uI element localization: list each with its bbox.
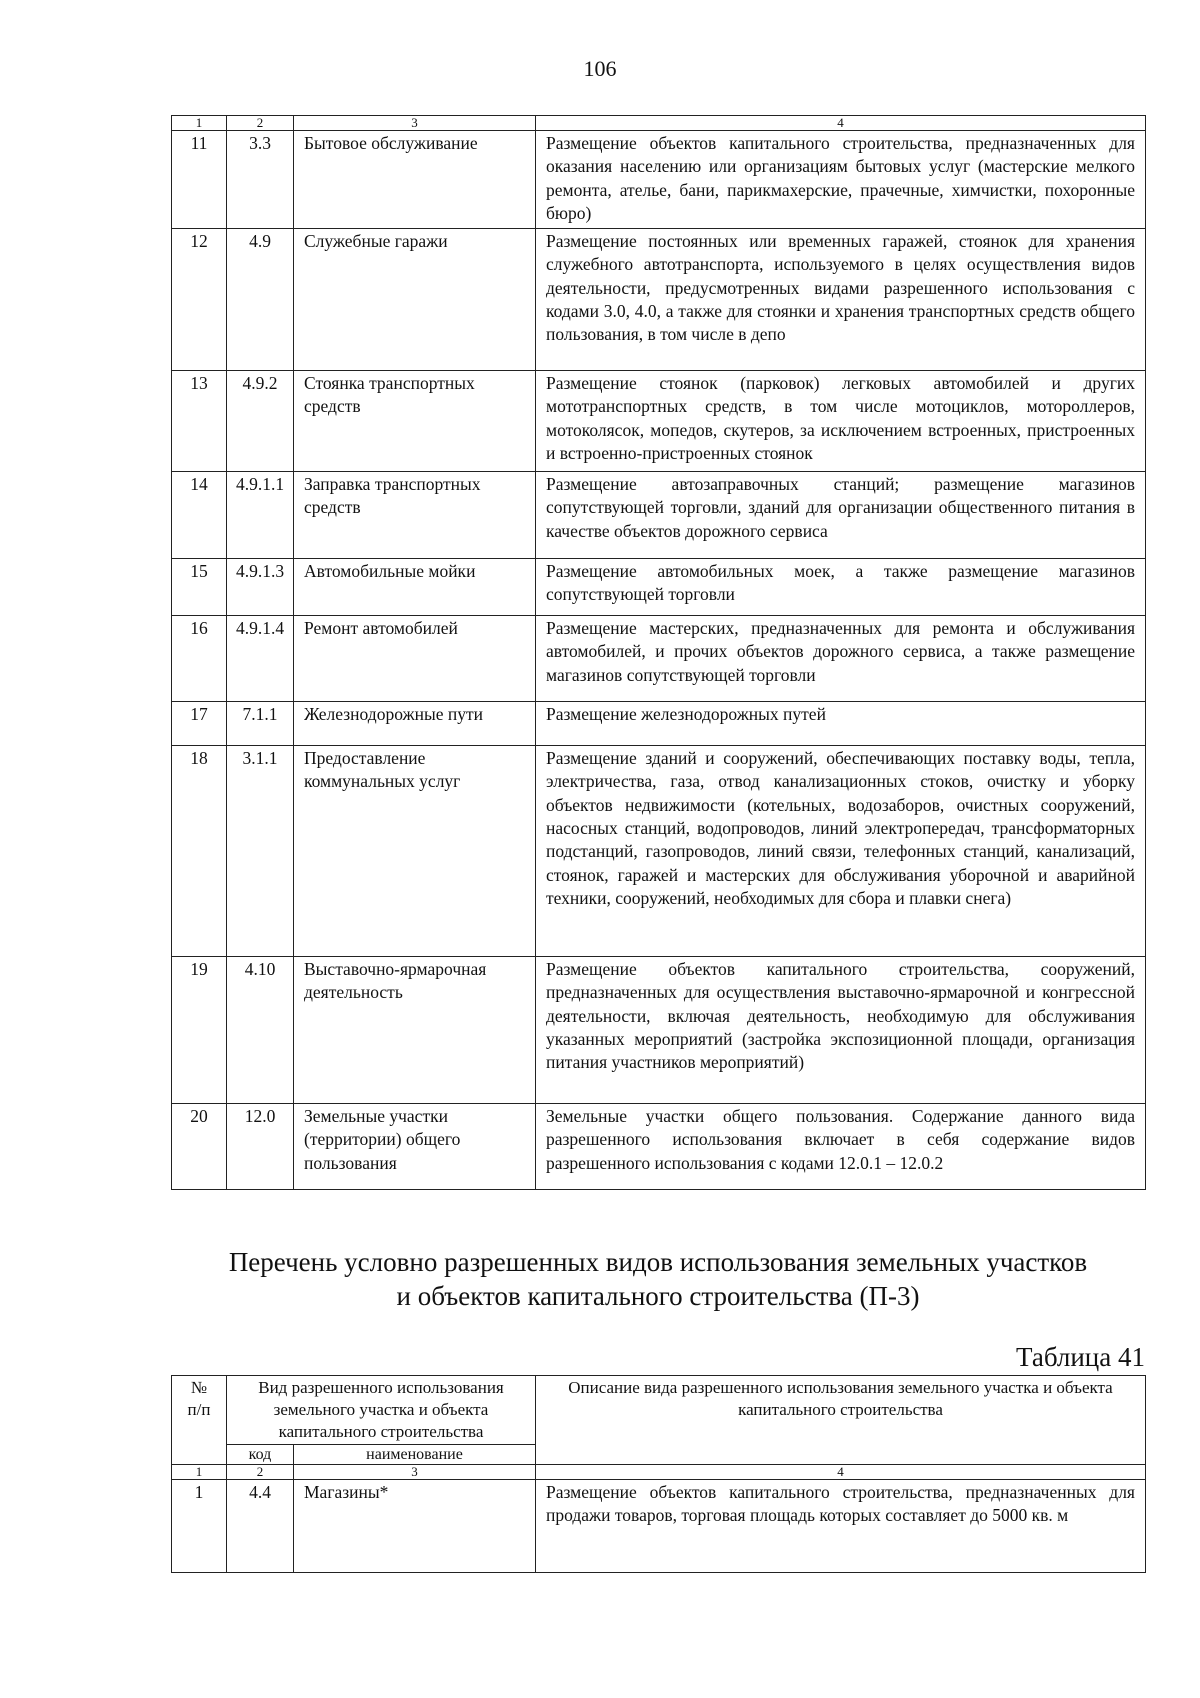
use-description: Размещение зданий и сооружений, обеспечивающих поставку воды, тепла, электричества, газа, отвод канализационных стоков, очистку и уборку объектов недвижимости (котельных, водозаборов, очистных сооружений, насосных станций, водопроводов, линий электропередач, трансформаторных подстанций, газопроводов, линий связи, телефонных станций, канализаций, стоянок, гаражей и мастерских для обслуживания уборочной и аварийной техники, сооружений, необходимых для сбора и плавки снега)	[536, 746, 1146, 957]
header-row	[172, 1376, 1146, 1445]
column-number: 2	[227, 116, 294, 131]
use-type-header: Вид разрешенного использования земельного участка и объекта капитального строительства	[227, 1376, 536, 1445]
number-header-line: п/п	[187, 1400, 211, 1419]
use-name: Заправка транспортных средств	[294, 472, 536, 559]
description-header: Описание вида разрешенного использования земельного участка и объекта капитального строительства	[536, 1376, 1146, 1465]
column-number-row	[172, 1465, 1146, 1480]
use-code: 4.9.1.4	[227, 616, 294, 702]
use-description: Размещение объектов капитального строительства, сооружений, предназначенных для осуществления выставочно-ярмарочной и конгрессной деятельности, включая деятельность, необходимую для обслуживания указанных мероприятий (застройка экспозиционной площади, организация питания участников мероприятий)	[536, 957, 1146, 1104]
table-label: Таблица 41	[1016, 1342, 1145, 1372]
row-number: 15	[172, 559, 227, 616]
use-name: Земельные участки (территории) общего пользования	[294, 1104, 536, 1190]
row-number: 20	[172, 1104, 227, 1190]
use-code: 3.1.1	[227, 746, 294, 957]
column-number: 4	[536, 116, 1146, 131]
use-description: Размещение мастерских, предназначенных для ремонта и обслуживания автомобилей, и прочих объектов дорожного сервиса, а также размещение магазинов сопутствующей торговли	[536, 616, 1146, 702]
use-name: Предоставление коммунальных услуг	[294, 746, 536, 957]
use-name: Железнодорожные пути	[294, 702, 536, 746]
use-description: Размещение объектов капитального строительства, предназначенных для продажи товаров, торговая площадь которых составляет до 5000 кв. м	[536, 1480, 1146, 1573]
use-code: 7.1.1	[227, 702, 294, 746]
column-number-row	[172, 116, 1146, 131]
table-row	[172, 472, 1146, 559]
use-name: Служебные гаражи	[294, 229, 536, 371]
page-number: 106	[583, 56, 617, 81]
use-description: Размещение автозаправочных станций; размещение магазинов сопутствующей торговли, зданий для организации общественного питания в качестве объектов дорожного сервиса	[536, 472, 1146, 559]
use-code: 4.9.2	[227, 371, 294, 472]
use-description: Размещение автомобильных моек, а также размещение магазинов сопутствующей торговли	[536, 559, 1146, 616]
table-row	[172, 616, 1146, 702]
use-name: Ремонт автомобилей	[294, 616, 536, 702]
use-description: Размещение объектов капитального строительства, предназначенных для оказания населению или организациям бытовых услуг (мастерские мелкого ремонта, ателье, бани, парикмахерские, прачечные, химчистки, похоронные бюро)	[536, 131, 1146, 229]
use-code: 12.0	[227, 1104, 294, 1190]
section-heading-line: и объектов капитального строительства (П-3)	[396, 1281, 920, 1311]
row-number: 17	[172, 702, 227, 746]
column-number: 3	[294, 116, 536, 131]
use-name: Магазины*	[294, 1480, 536, 1573]
use-code: 4.9.1.1	[227, 472, 294, 559]
column-number: 1	[172, 1465, 227, 1480]
row-number: 18	[172, 746, 227, 957]
table-row	[172, 957, 1146, 1104]
row-number: 12	[172, 229, 227, 371]
row-number: 14	[172, 472, 227, 559]
table-row	[172, 559, 1146, 616]
column-number: 2	[227, 1465, 294, 1480]
row-number: 13	[172, 371, 227, 472]
use-code: 4.9	[227, 229, 294, 371]
row-number: 19	[172, 957, 227, 1104]
number-header-line: №	[190, 1378, 208, 1397]
use-name: Бытовое обслуживание	[294, 131, 536, 229]
use-code: 4.9.1.3	[227, 559, 294, 616]
use-name: Автомобильные мойки	[294, 559, 536, 616]
permitted-uses-table-continued	[171, 115, 1146, 1190]
use-description: Размещение железнодорожных путей	[536, 702, 1146, 746]
column-number: 3	[294, 1465, 536, 1480]
table-row	[172, 702, 1146, 746]
use-code: 3.3	[227, 131, 294, 229]
table-row	[172, 371, 1146, 472]
conditional-uses-table	[171, 1375, 1146, 1573]
table-row	[172, 131, 1146, 229]
use-description: Размещение стоянок (парковок) легковых автомобилей и других мототранспортных средств, в том числе мотоциклов, мотороллеров, мотоколясок, мопедов, скутеров, за исключением встроенных, пристроенных и встроенно-пристроенных стоянок	[536, 371, 1146, 472]
row-number: 11	[172, 131, 227, 229]
use-description: Земельные участки общего пользования. Содержание данного вида разрешенного использования включает в себя содержание видов разрешенного использования с кодами 12.0.1 – 12.0.2	[536, 1104, 1146, 1190]
use-name: Стоянка транспортных средств	[294, 371, 536, 472]
column-number: 1	[172, 116, 227, 131]
name-header: наименование	[294, 1445, 536, 1465]
table-row	[172, 1480, 1146, 1573]
use-code: 4.4	[227, 1480, 294, 1573]
number-header	[172, 1376, 227, 1465]
section-heading	[171, 1245, 1145, 1313]
table-row	[172, 229, 1146, 371]
use-name: Выставочно-ярмарочная деятельность	[294, 957, 536, 1104]
row-number: 1	[172, 1480, 227, 1573]
use-description: Размещение постоянных или временных гаражей, стоянок для хранения служебного автотранспорта, используемого в целях осуществления видов деятельности, предусмотренных видами разрешенного использования с кодами 3.0, 4.0, а также для стоянки и хранения транспортных средств общего пользования, в том числе в депо	[536, 229, 1146, 371]
row-number: 16	[172, 616, 227, 702]
section-heading-line: Перечень условно разрешенных видов использования земельных участков	[228, 1247, 1088, 1277]
table-row	[172, 746, 1146, 957]
table-row	[172, 1104, 1146, 1190]
use-code: 4.10	[227, 957, 294, 1104]
column-number: 4	[536, 1465, 1146, 1480]
code-header: код	[227, 1445, 294, 1465]
